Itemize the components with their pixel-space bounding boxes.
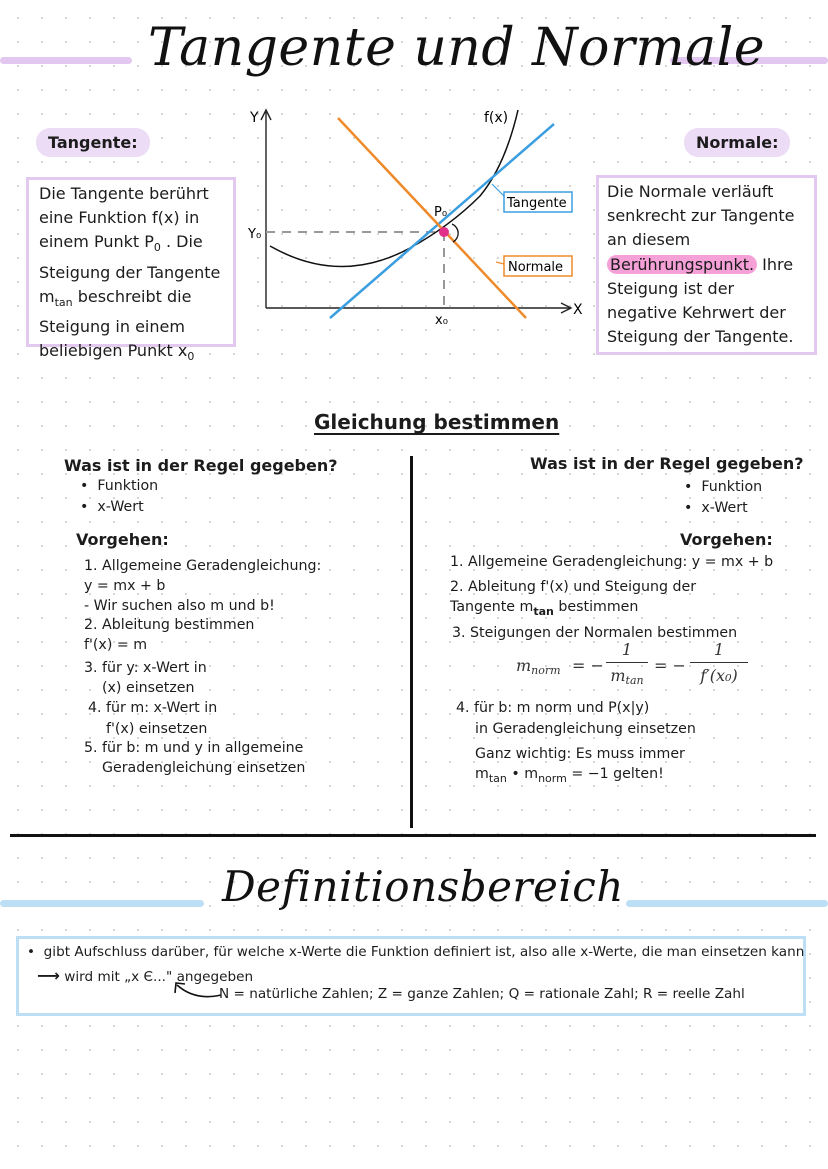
formula-eq1: = −: [572, 656, 604, 675]
right-given-list: [684, 477, 762, 518]
tangente-line-7: [39, 339, 223, 369]
tangente-label: Tangente:: [36, 128, 150, 157]
left-step-4: 4. für m: x-Wert in: [88, 700, 218, 716]
normale-graph-label: Normale: [508, 260, 564, 275]
tangente-line-1: Die Tangente berührt: [39, 184, 209, 203]
tangente-line-7-sub: 0: [187, 350, 195, 364]
slope-product-rule: [475, 764, 664, 789]
right-arrow-icon: ⟶: [37, 966, 60, 985]
right-step-3: 3. Steigungen der Normalen bestimmen: [452, 625, 738, 641]
rule-m2: m: [524, 766, 539, 782]
rule-m1: m: [475, 766, 489, 782]
left-given-list: [80, 476, 158, 517]
fraction-1-den-sub: tan: [625, 674, 644, 687]
formula-lhs-m: m: [516, 656, 532, 675]
normale-line-2: senkrecht zur Tangente: [607, 206, 795, 226]
formula-fraction-1: [606, 640, 648, 687]
highlight-beruehrungspunkt: Berührungspunkt.: [607, 255, 757, 274]
def-title-deco-right: [626, 900, 828, 907]
definition-line-1-text: gibt Aufschluss darüber, für welche x-Werte die Funktion definiert ist, also alle x-Werte, die man einsetzen kann: [43, 944, 805, 960]
left-step-1-eq: y = mx + b: [84, 578, 166, 594]
rule-end: = −1 gelten!: [566, 766, 664, 782]
tangente-line-7a: beliebigen Punkt x: [39, 341, 188, 361]
section-divider: [10, 834, 816, 837]
right-step-1: 1. Allgemeine Geradengleichung: y = mx + b: [450, 554, 774, 570]
normal-slope-formula: [514, 640, 754, 694]
fraction-2-num: 1: [713, 640, 725, 659]
tangente-line-5: [39, 285, 223, 315]
left-step-3b: (x) einsetzen: [102, 680, 195, 696]
right-given-item: x-Wert: [701, 499, 748, 516]
x0-label: x₀: [435, 313, 448, 326]
tangente-definition-box: [26, 177, 236, 364]
left-vorgehen-heading: Vorgehen:: [76, 530, 169, 549]
left-step-1: 1. Allgemeine Geradengleichung:: [84, 558, 322, 574]
right-step-2b: [450, 597, 638, 622]
left-step-3: 3. für y: x-Wert in: [84, 660, 207, 676]
right-vorgehen-heading: Vorgehen:: [680, 530, 773, 549]
tangente-line-2: eine Funktion f(x) in: [39, 208, 200, 228]
tangente-graph-label: Tangente: [507, 196, 567, 211]
fraction-2-den: f′(x₀): [700, 666, 738, 685]
left-given-item: Funktion: [97, 478, 159, 494]
title-deco-left: [0, 57, 132, 64]
tangente-line-5a: m: [39, 286, 55, 306]
fraction-1-den-m: m: [610, 666, 626, 685]
tangent-normal-graph: [240, 96, 600, 326]
right-step-2b-b: bestimmen: [553, 599, 639, 615]
left-given-heading: Was ist in der Regel gegeben?: [64, 456, 338, 475]
right-given-item: Funktion: [701, 479, 763, 495]
right-step-2b-a: Tangente m: [450, 599, 534, 615]
tangente-line-3-sub: 0: [153, 241, 161, 255]
right-step-4b: in Geradengleichung einsetzen: [475, 721, 696, 737]
tangente-line-5b: beschreibt die: [72, 286, 192, 306]
definition-title: Definitionsbereich: [222, 862, 624, 911]
number-sets-line: N = natürliche Zahlen; Z = ganze Zahlen; Q = rationale Zahl; R = reelle Zahl: [219, 986, 745, 1002]
list-item: • Funktion: [684, 479, 763, 495]
right-step-4: 4. für b: m norm und P(x|y): [456, 700, 650, 716]
formula-fraction-2: [690, 640, 748, 685]
section-title: Gleichung bestimmen: [314, 410, 560, 434]
normale-definition-box: [596, 175, 817, 355]
normale-label-connector: [496, 262, 504, 264]
normale-line-4b: Ihre: [757, 254, 794, 274]
fraction-1-den: [610, 666, 643, 685]
def-title-deco-left: [0, 900, 204, 907]
formula-lhs: [516, 656, 561, 677]
tangente-label-connector: [492, 184, 504, 196]
tangente-line-3a: einem Punkt P: [39, 232, 154, 252]
tangente-line-3: [39, 230, 223, 260]
fx-label: f(x): [484, 110, 509, 126]
right-step-2b-sub: tan: [533, 605, 554, 618]
definition-box: [16, 936, 806, 1016]
x-axis-label: X: [573, 302, 583, 318]
left-step-5: 5. für b: m und y in allgemeine: [84, 740, 304, 756]
definition-line-2-text: wird mit „x Є..." angegeben: [64, 969, 254, 985]
tangente-line-5-sub: tan: [54, 295, 73, 309]
formula-lhs-sub: norm: [531, 664, 561, 677]
normale-line-6: negative Kehrwert der: [607, 303, 786, 323]
left-step-5b: Geradengleichung einsetzen: [102, 760, 306, 776]
rule-sub2: norm: [538, 772, 567, 785]
right-given-heading: Was ist in der Regel gegeben?: [530, 454, 804, 473]
page-title: Tangente und Normale: [148, 18, 766, 78]
normale-line-1: Die Normale verläuft: [607, 182, 774, 201]
normale-line-5: Steigung ist der: [607, 278, 735, 298]
y0-label: Y₀: [248, 227, 262, 242]
fraction-2-bar: [690, 662, 748, 663]
right-step-2: 2. Ableitung f'(x) und Steigung der: [450, 579, 697, 595]
tangente-line-3b: . Die: [160, 232, 203, 252]
normale-line-7: Steigung der Tangente.: [607, 327, 794, 347]
curved-arrow-icon: [171, 977, 223, 1001]
left-step-2-eq: f'(x) = m: [84, 637, 148, 653]
normale-line-3: an diesem: [607, 230, 691, 250]
rule-sub1: tan: [488, 772, 507, 785]
tangent-line: [330, 124, 554, 318]
list-item: • x-Wert: [684, 499, 748, 516]
list-item: • x-Wert: [80, 498, 144, 515]
normale-label: Normale:: [684, 128, 790, 157]
y-axis-label: Y: [250, 110, 259, 126]
p0-label: P₀: [434, 205, 448, 220]
left-step-2: 2. Ableitung bestimmen: [84, 617, 255, 633]
left-step-4b: f'(x) einsetzen: [106, 721, 208, 737]
fraction-1-num: 1: [621, 640, 633, 659]
definition-line-1: • gibt Aufschluss darüber, für welche x-Werte die Funktion definiert ist, also alle x-Werte, die man einsetzen kann: [27, 944, 805, 960]
tangente-line-4: Steigung der Tangente: [39, 262, 221, 282]
column-divider: [410, 456, 413, 828]
rule-dot: •: [506, 766, 525, 782]
important-note: Ganz wichtig: Es muss immer: [475, 746, 685, 762]
tangente-line-6: Steigung in einem: [39, 317, 185, 337]
normale-line-4: [607, 253, 806, 277]
fraction-1-bar: [606, 662, 648, 663]
left-step-1-note: - Wir suchen also m und b!: [84, 598, 275, 614]
p0-point: [439, 227, 449, 237]
formula-eq2: = −: [654, 656, 686, 675]
left-given-item: x-Wert: [97, 498, 144, 515]
list-item: • Funktion: [80, 478, 159, 494]
